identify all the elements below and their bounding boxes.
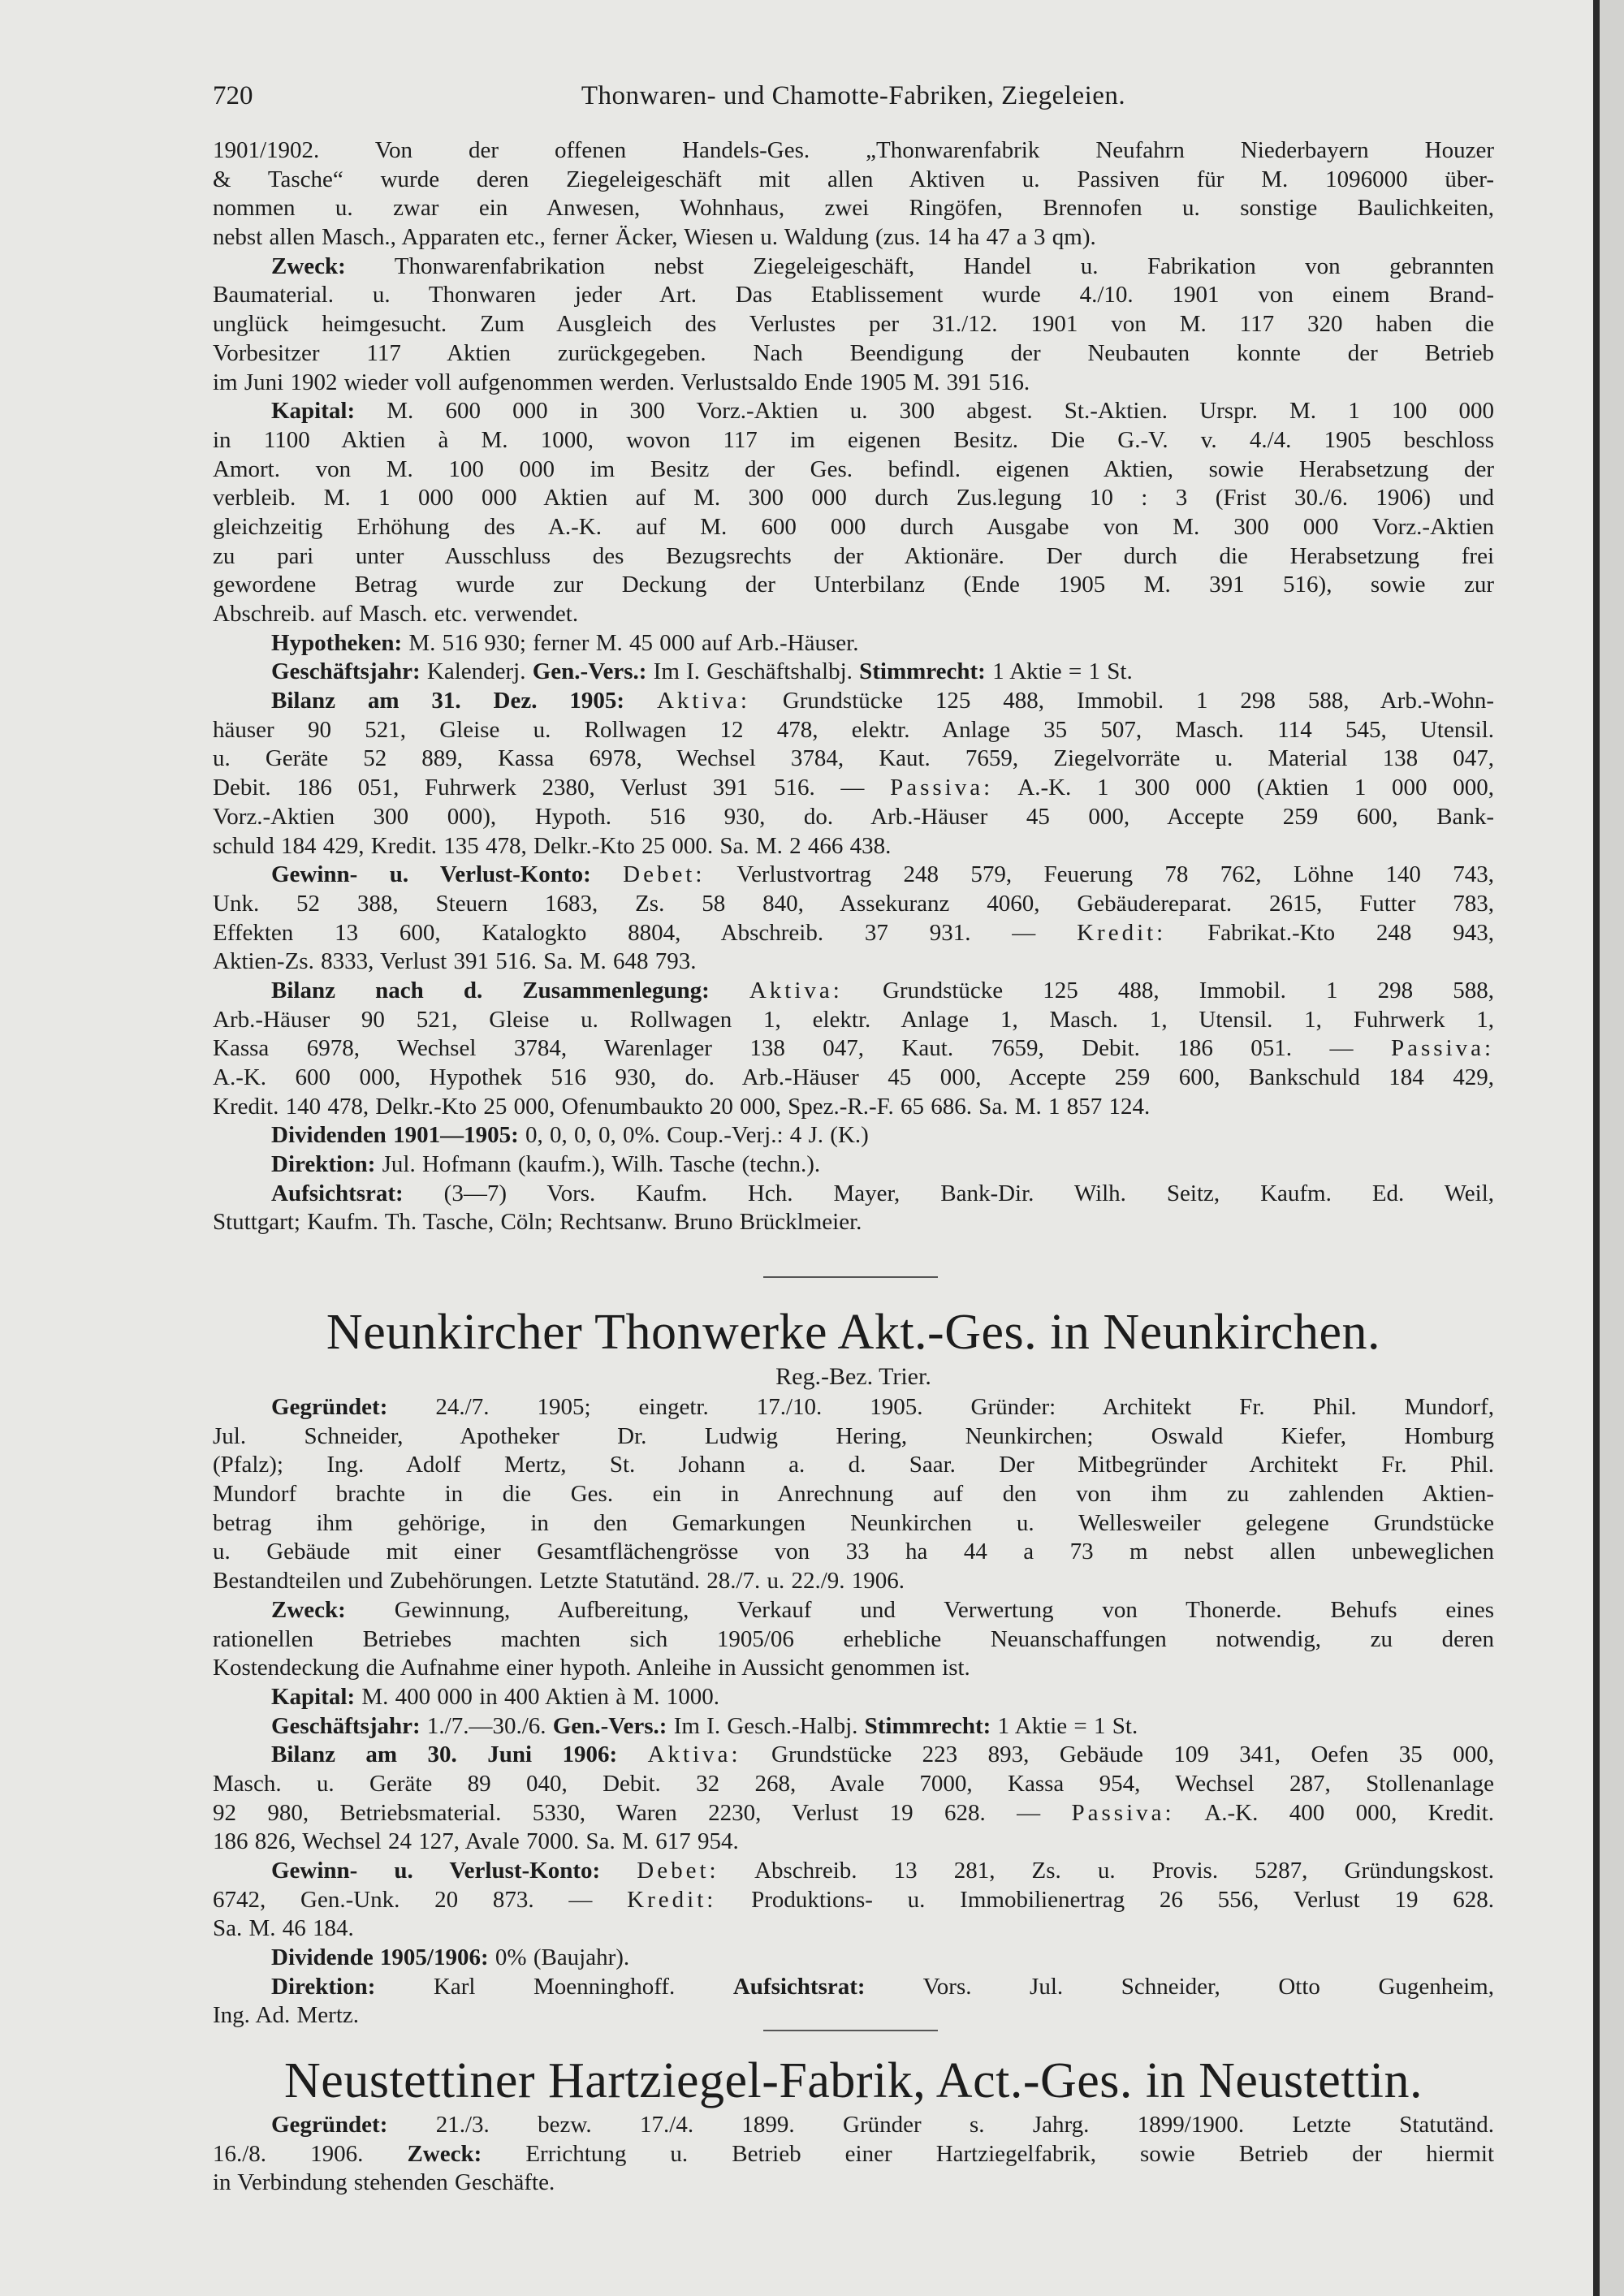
field-label: Dividenden 1901—1905:: [271, 1122, 519, 1149]
text-run: Grundstücke 125 488, Immobil. 1 298 588, Arb.-Wohn-: [749, 688, 1494, 714]
text-run: Kostendeckung die Aufnahme einer hypoth. Anleihe in Aussicht genommen ist.: [213, 1655, 970, 1681]
text-line: [213, 832, 1494, 861]
entry-neunkircher-thonwerke: [213, 1304, 1494, 2031]
text-run: 16./8. 1906.: [213, 2140, 408, 2167]
text-line: [213, 687, 1494, 716]
text-run: Errichtung u. Betrieb einer Hartziegelfabrik, sowie Betrieb der hiermit: [482, 2140, 1494, 2167]
text-line: [213, 1625, 1494, 1655]
text-run: im Juni 1902 wieder voll aufgenommen werden. Verlustsaldo Ende 1905 M. 391 516.: [213, 369, 1030, 395]
entry-body: [213, 1393, 1494, 2031]
text-run: Mundorf brachte in die Ges. ein in Anrechnung auf den von ihm zu zahlenden Aktien-: [213, 1481, 1494, 1508]
text-run: Karl Moenninghoff.: [375, 1973, 733, 2000]
page-header: [213, 81, 1494, 119]
text-line: [213, 136, 1494, 166]
text-run: 1 Aktie = 1 St.: [991, 1712, 1138, 1739]
text-line: [213, 1422, 1494, 1452]
text-run: 0% (Baujahr).: [488, 1944, 630, 1971]
text-run: M. 516 930; ferner M. 45 000 auf Arb.-Häuser.: [402, 629, 859, 656]
text-run: 92 980, Betriebsmaterial. 5330, Waren 2230, Verlust 19 628. —: [213, 1799, 1072, 1826]
text-line: [213, 1208, 1494, 1237]
text-line: [213, 1973, 1494, 2002]
text-line: [213, 426, 1494, 455]
page-number: 720: [213, 81, 253, 110]
text-line: [213, 2111, 1494, 2140]
text-run: zu pari unter Ausschluss des Bezugsrechts der Aktionäre. Der durch die Herabsetzung frei: [213, 542, 1494, 569]
text-run: Gewinnung, Aufbereitung, Verkauf und Verwertung von Thonerde. Behufs eines: [345, 1596, 1494, 1623]
field-label: Hypotheken:: [271, 629, 403, 656]
text-run: Debit. 186 051, Fuhrwerk 2380, Verlust 391 516. —: [213, 775, 891, 801]
text-line: [213, 1567, 1494, 1596]
field-label: Dividende 1905/1906:: [271, 1944, 489, 1971]
text-run: Kassa 6978, Wechsel 3784, Warenlager 138 047, Kaut. 7659, Debit. 186 051. —: [213, 1035, 1391, 1062]
field-label: Zweck:: [407, 2140, 482, 2167]
text-line: [213, 1654, 1494, 1683]
account-label: Aktiva:: [749, 977, 843, 1003]
text-line: [213, 1093, 1494, 1122]
text-run: 1 Aktie = 1 St.: [985, 658, 1133, 685]
text-run: A.-K. 1 300 000 (Aktien 1 000 000,: [993, 775, 1494, 801]
field-label: Gewinn- u. Verlust-Konto:: [271, 1858, 601, 1884]
entry-continuation: [213, 136, 1494, 1237]
text-line: [213, 1393, 1494, 1422]
text-line: [213, 600, 1494, 629]
text-run: Stuttgart; Kaufm. Th. Tasche, Cöln; Rechtsanw. Bruno Brücklmeier.: [213, 1209, 862, 1236]
account-label: Debet:: [637, 1858, 719, 1884]
text-run: Thonwarenfabrikation nebst Ziegeleigeschäft, Handel u. Fabrikation von gebrannten: [345, 252, 1494, 279]
account-label: Kredit:: [1077, 919, 1167, 946]
field-label: Gewinn- u. Verlust-Konto:: [271, 861, 591, 888]
account-label: Kredit:: [627, 1886, 717, 1913]
text-line: [213, 1034, 1494, 1064]
text-line: [213, 1914, 1494, 1944]
text-line: [213, 194, 1494, 223]
text-line: [213, 1596, 1494, 1625]
text-run: Grundstücke 223 893, Gebäude 109 341, Oefen 35 000,: [741, 1741, 1494, 1768]
text-line: [213, 919, 1494, 948]
entry-body: [213, 2111, 1494, 2198]
text-run: Abschreib. 13 281, Zs. u. Provis. 5287, Gründungskost.: [719, 1858, 1494, 1884]
text-line: [213, 1770, 1494, 1799]
text-run: gleichzeitig Erhöhung des A.-K. auf M. 600 000 durch Ausgabe von M. 300 000 Vorz.-Aktien: [213, 513, 1494, 540]
text-run: 1./7.—30./6.: [420, 1712, 553, 1739]
text-line: [213, 1180, 1494, 1209]
text-run: A.-K. 600 000, Hypothek 516 930, do. Arb.-Häuser 45 000, Accepte 259 600, Bankschuld 184 429,: [213, 1064, 1494, 1090]
field-label: Geschäftsjahr:: [271, 658, 421, 685]
text-line: [213, 1121, 1494, 1150]
text-line: [213, 658, 1494, 687]
text-line: [213, 166, 1494, 195]
text-line: [213, 1538, 1494, 1567]
text-run: 6742, Gen.-Unk. 20 873. —: [213, 1886, 628, 1913]
text-line: [213, 861, 1494, 890]
text-run: nommen u. zwar ein Anwesen, Wohnhaus, zwei Ringöfen, Brennofen u. sonstige Baulichkeiten,: [213, 195, 1494, 222]
text-run: betrag ihm gehörige, in den Gemarkungen Neunkirchen u. Wellesweiler gelegene Grundstücke: [213, 1509, 1494, 1536]
text-run: [617, 1741, 647, 1767]
text-run: (3—7) Vors. Kaufm. Hch. Mayer, Bank-Dir. Wilh. Seitz, Kaufm. Ed. Weil,: [403, 1180, 1494, 1206]
field-label: Gen.-Vers.:: [532, 658, 647, 685]
text-line: [213, 947, 1494, 977]
text-run: Amort. von M. 100 000 im Besitz der Ges. befindl. eigenen Aktien, sowie Herabsetzung der: [213, 455, 1494, 482]
account-label: Passiva:: [1390, 1035, 1494, 1062]
text-line: [213, 1006, 1494, 1035]
text-run: Fabrikat.-Kto 248 943,: [1166, 919, 1494, 946]
field-label: Zweck:: [271, 252, 346, 279]
text-run: in 1100 Aktien à M. 1000, wovon 117 im eigenen Besitz. Die G.-V. v. 4./4. 1905 beschloss: [213, 426, 1494, 453]
text-line: [213, 513, 1494, 542]
text-run: häuser 90 521, Gleise u. Rollwagen 12 478, elektr. Anlage 35 507, Masch. 114 545, Utensil.: [213, 716, 1494, 743]
text-run: Im I. Geschäftshalbj.: [646, 658, 860, 685]
text-run: Aktien-Zs. 8333, Verlust 391 516. Sa. M. 648 793.: [213, 948, 697, 975]
field-label: Gen.-Vers.:: [552, 1712, 667, 1739]
text-run: [710, 978, 749, 1003]
text-run: Verlustvortrag 248 579, Feuerung 78 762, Löhne 140 743,: [705, 861, 1494, 888]
company-heading: Neustettiner Hartziegel-Fabrik, Act.-Ges. in Neustettin.: [284, 2053, 1423, 2108]
text-line: [213, 571, 1494, 600]
text-line: [213, 1741, 1494, 1770]
running-title: Thonwaren- und Chamotte-Fabriken, Ziegeleien.: [581, 81, 1126, 110]
text-run: nebst allen Masch., Apparaten etc., ferner Äcker, Wiesen u. Waldung (zus. 14 ha 47 a 3 qm).: [213, 224, 1096, 251]
text-line: [213, 369, 1494, 398]
field-label: Geschäftsjahr:: [271, 1712, 421, 1739]
text-line: [213, 1712, 1494, 1741]
account-label: Aktiva:: [656, 688, 750, 714]
text-run: Arb.-Häuser 90 521, Gleise u. Rollwagen 1, elektr. Anlage 1, Masch. 1, Utensil. 1, Fuhrwerk 1,: [213, 1006, 1494, 1033]
text-line: [213, 310, 1494, 339]
text-line: [213, 977, 1494, 1006]
text-run: Jul. Schneider, Apotheker Dr. Ludwig Hering, Neunkirchen; Oswald Kiefer, Homburg: [213, 1422, 1494, 1449]
field-label: Aufsichtsrat:: [271, 1180, 404, 1206]
field-label: Bilanz am 30. Juni 1906:: [271, 1741, 618, 1768]
entry-neustettiner-hartziegel: [213, 2052, 1494, 2198]
text-line: [213, 1150, 1494, 1180]
field-label: Zweck:: [271, 1596, 346, 1623]
text-run: (Pfalz); Ing. Adolf Mertz, St. Johann a. d. Saar. Der Mitbegründer Architekt Fr. Phil.: [213, 1452, 1494, 1478]
field-label: Aufsichtsrat:: [732, 1973, 866, 2000]
text-line: [213, 1828, 1494, 1857]
text-line: [213, 455, 1494, 485]
text-run: Produktions- u. Immobilienertrag 26 556, Verlust 19 628.: [716, 1886, 1494, 1913]
text-line: [213, 1683, 1494, 1712]
text-run: 21./3. bezw. 17./4. 1899. Gründer s. Jahrg. 1899/1900. Letzte Statutänd.: [387, 2112, 1494, 2138]
text-line: [213, 1799, 1494, 1828]
text-run: Im I. Gesch.-Halbj.: [667, 1712, 865, 1739]
text-run: 24./7. 1905; eingetr. 17./10. 1905. Gründer: Architekt Fr. Phil. Mundorf,: [387, 1394, 1494, 1420]
text-line: [213, 252, 1494, 282]
text-run: M. 600 000 in 300 Vorz.-Aktien u. 300 abgest. St.-Aktien. Urspr. M. 1 100 000: [355, 398, 1494, 425]
text-line: [213, 223, 1494, 252]
text-run: u. Gebäude mit einer Gesamtflächengrösse von 33 ha 44 a 73 m nebst allen unbeweglichen: [213, 1539, 1494, 1565]
field-label: Stimmrecht:: [864, 1712, 991, 1739]
text-line: [213, 339, 1494, 369]
text-run: gewordene Betrag wurde zur Deckung der Unterbilanz (Ende 1905 M. 391 516), sowie zur: [213, 572, 1494, 598]
text-line: [213, 774, 1494, 803]
text-line: [213, 1509, 1494, 1539]
account-label: Passiva:: [1071, 1799, 1175, 1826]
text-line: [213, 542, 1494, 572]
field-label: Gegründet:: [271, 2112, 388, 2138]
text-line: [213, 1857, 1494, 1886]
field-label: Gegründet:: [271, 1394, 388, 1420]
account-label: Aktiva:: [647, 1741, 741, 1768]
text-line: [213, 1451, 1494, 1480]
text-line: [213, 484, 1494, 513]
text-line: [213, 1064, 1494, 1093]
text-run: Effekten 13 600, Katalogkto 8804, Abschreib. 37 931. —: [213, 919, 1078, 946]
text-run: [591, 861, 623, 887]
field-label: Stimmrecht:: [859, 658, 986, 685]
text-run: & Tasche“ wurde deren Ziegeleigeschäft mit allen Aktiven u. Passiven für M. 1096000 über-: [213, 166, 1494, 192]
account-label: Passiva:: [890, 775, 994, 801]
text-run: 186 826, Wechsel 24 127, Avale 7000. Sa. M. 617 954.: [213, 1828, 739, 1855]
text-run: Kalenderj.: [420, 658, 533, 685]
text-run: unglück heimgesucht. Zum Ausgleich des Verlustes per 31./12. 1901 von M. 117 320 haben die: [213, 311, 1494, 338]
text-run: [624, 688, 657, 714]
account-label: Debet:: [623, 861, 706, 888]
text-run: u. Geräte 52 889, Kassa 6978, Wechsel 3784, Kaut. 7659, Ziegelvorräte u. Material 138 047,: [213, 745, 1494, 772]
text-line: [213, 2140, 1494, 2169]
text-line: [213, 744, 1494, 774]
field-label: Direktion:: [271, 1973, 376, 2000]
text-run: Unk. 52 388, Steuern 1683, Zs. 58 840, Assekuranz 4060, Gebäudereparat. 2615, Futter 783,: [213, 890, 1494, 917]
text-run: schuld 184 429, Kredit. 135 478, Delkr.-Kto 25 000. Sa. M. 2 466 438.: [213, 832, 892, 859]
binding-edge-line: [1593, 0, 1600, 2296]
text-line: [213, 629, 1494, 658]
text-run: Baumaterial. u. Thonwaren jeder Art. Das Etablissement wurde 4./10. 1901 von einem Brand-: [213, 282, 1494, 309]
text-run: [600, 1858, 637, 1884]
text-run: Ing. Ad. Mertz.: [213, 2002, 359, 2029]
text-run: Vorz.-Aktien 300 000), Hypoth. 516 930, do. Arb.-Häuser 45 000, Accepte 259 600, Bank-: [213, 803, 1494, 830]
text-run: Kredit. 140 478, Delkr.-Kto 25 000, Ofenumbaukto 20 000, Spez.-R.-F. 65 686. Sa. M. 1 857 124.: [213, 1093, 1151, 1120]
section-divider: [763, 2030, 938, 2031]
section-divider: [763, 1276, 938, 1278]
text-run: verbleib. M. 1 000 000 Aktien auf M. 300 000 durch Zus.legung 10 : 3 (Frist 30./6. 1906) und: [213, 485, 1494, 511]
field-label: Kapital:: [271, 1683, 356, 1710]
text-run: Vorbesitzer 117 Aktien zurückgegeben. Nach Beendigung der Neubauten konnte der Betrieb: [213, 339, 1494, 366]
text-line: [213, 2001, 1494, 2031]
field-label: Bilanz nach d. Zusammenlegung:: [271, 977, 710, 1003]
text-run: M. 400 000 in 400 Aktien à M. 1000.: [355, 1683, 719, 1710]
field-label: Kapital:: [271, 398, 356, 425]
text-run: rationellen Betriebes machten sich 1905/06 erhebliche Neuanschaffungen notwendig, zu deren: [213, 1625, 1494, 1652]
text-run: Jul. Hofmann (kaufm.), Wilh. Tasche (techn.).: [375, 1151, 821, 1178]
region-subheading: Reg.-Bez. Trier.: [775, 1363, 931, 1390]
text-line: [213, 1886, 1494, 1915]
text-run: Bestandteilen und Zubehörungen. Letzte Statutänd. 28./7. u. 22./9. 1906.: [213, 1568, 905, 1595]
text-line: [213, 281, 1494, 310]
text-line: [213, 803, 1494, 832]
text-line: [213, 397, 1494, 426]
text-run: Vors. Jul. Schneider, Otto Gugenheim,: [865, 1973, 1494, 2000]
company-heading: Neunkircher Thonwerke Akt.-Ges. in Neunkirchen.: [326, 1305, 1381, 1360]
text-run: Masch. u. Geräte 89 040, Debit. 32 268, Avale 7000, Kassa 954, Wechsel 287, Stollenanlage: [213, 1770, 1494, 1797]
text-line: [213, 890, 1494, 919]
text-run: A.-K. 400 000, Kredit.: [1174, 1799, 1494, 1826]
text-line: [213, 1480, 1494, 1509]
text-line: [213, 716, 1494, 745]
field-label: Bilanz am 31. Dez. 1905:: [271, 688, 625, 714]
text-run: 1901/1902. Von der offenen Handels-Ges. „Thonwarenfabrik Neufahrn Niederbayern Houzer: [213, 137, 1494, 163]
text-run: Grundstücke 125 488, Immobil. 1 298 588,: [842, 977, 1494, 1003]
text-run: in Verbindung stehenden Geschäfte.: [213, 2169, 555, 2196]
text-run: Sa. M. 46 184.: [213, 1915, 354, 1942]
text-run: Abschreib. auf Masch. etc. verwendet.: [213, 601, 579, 627]
text-line: [213, 1944, 1494, 1973]
text-run: 0, 0, 0, 0, 0%. Coup.-Verj.: 4 J. (K.): [518, 1122, 869, 1149]
field-label: Direktion:: [271, 1151, 376, 1178]
text-line: [213, 2169, 1494, 2198]
